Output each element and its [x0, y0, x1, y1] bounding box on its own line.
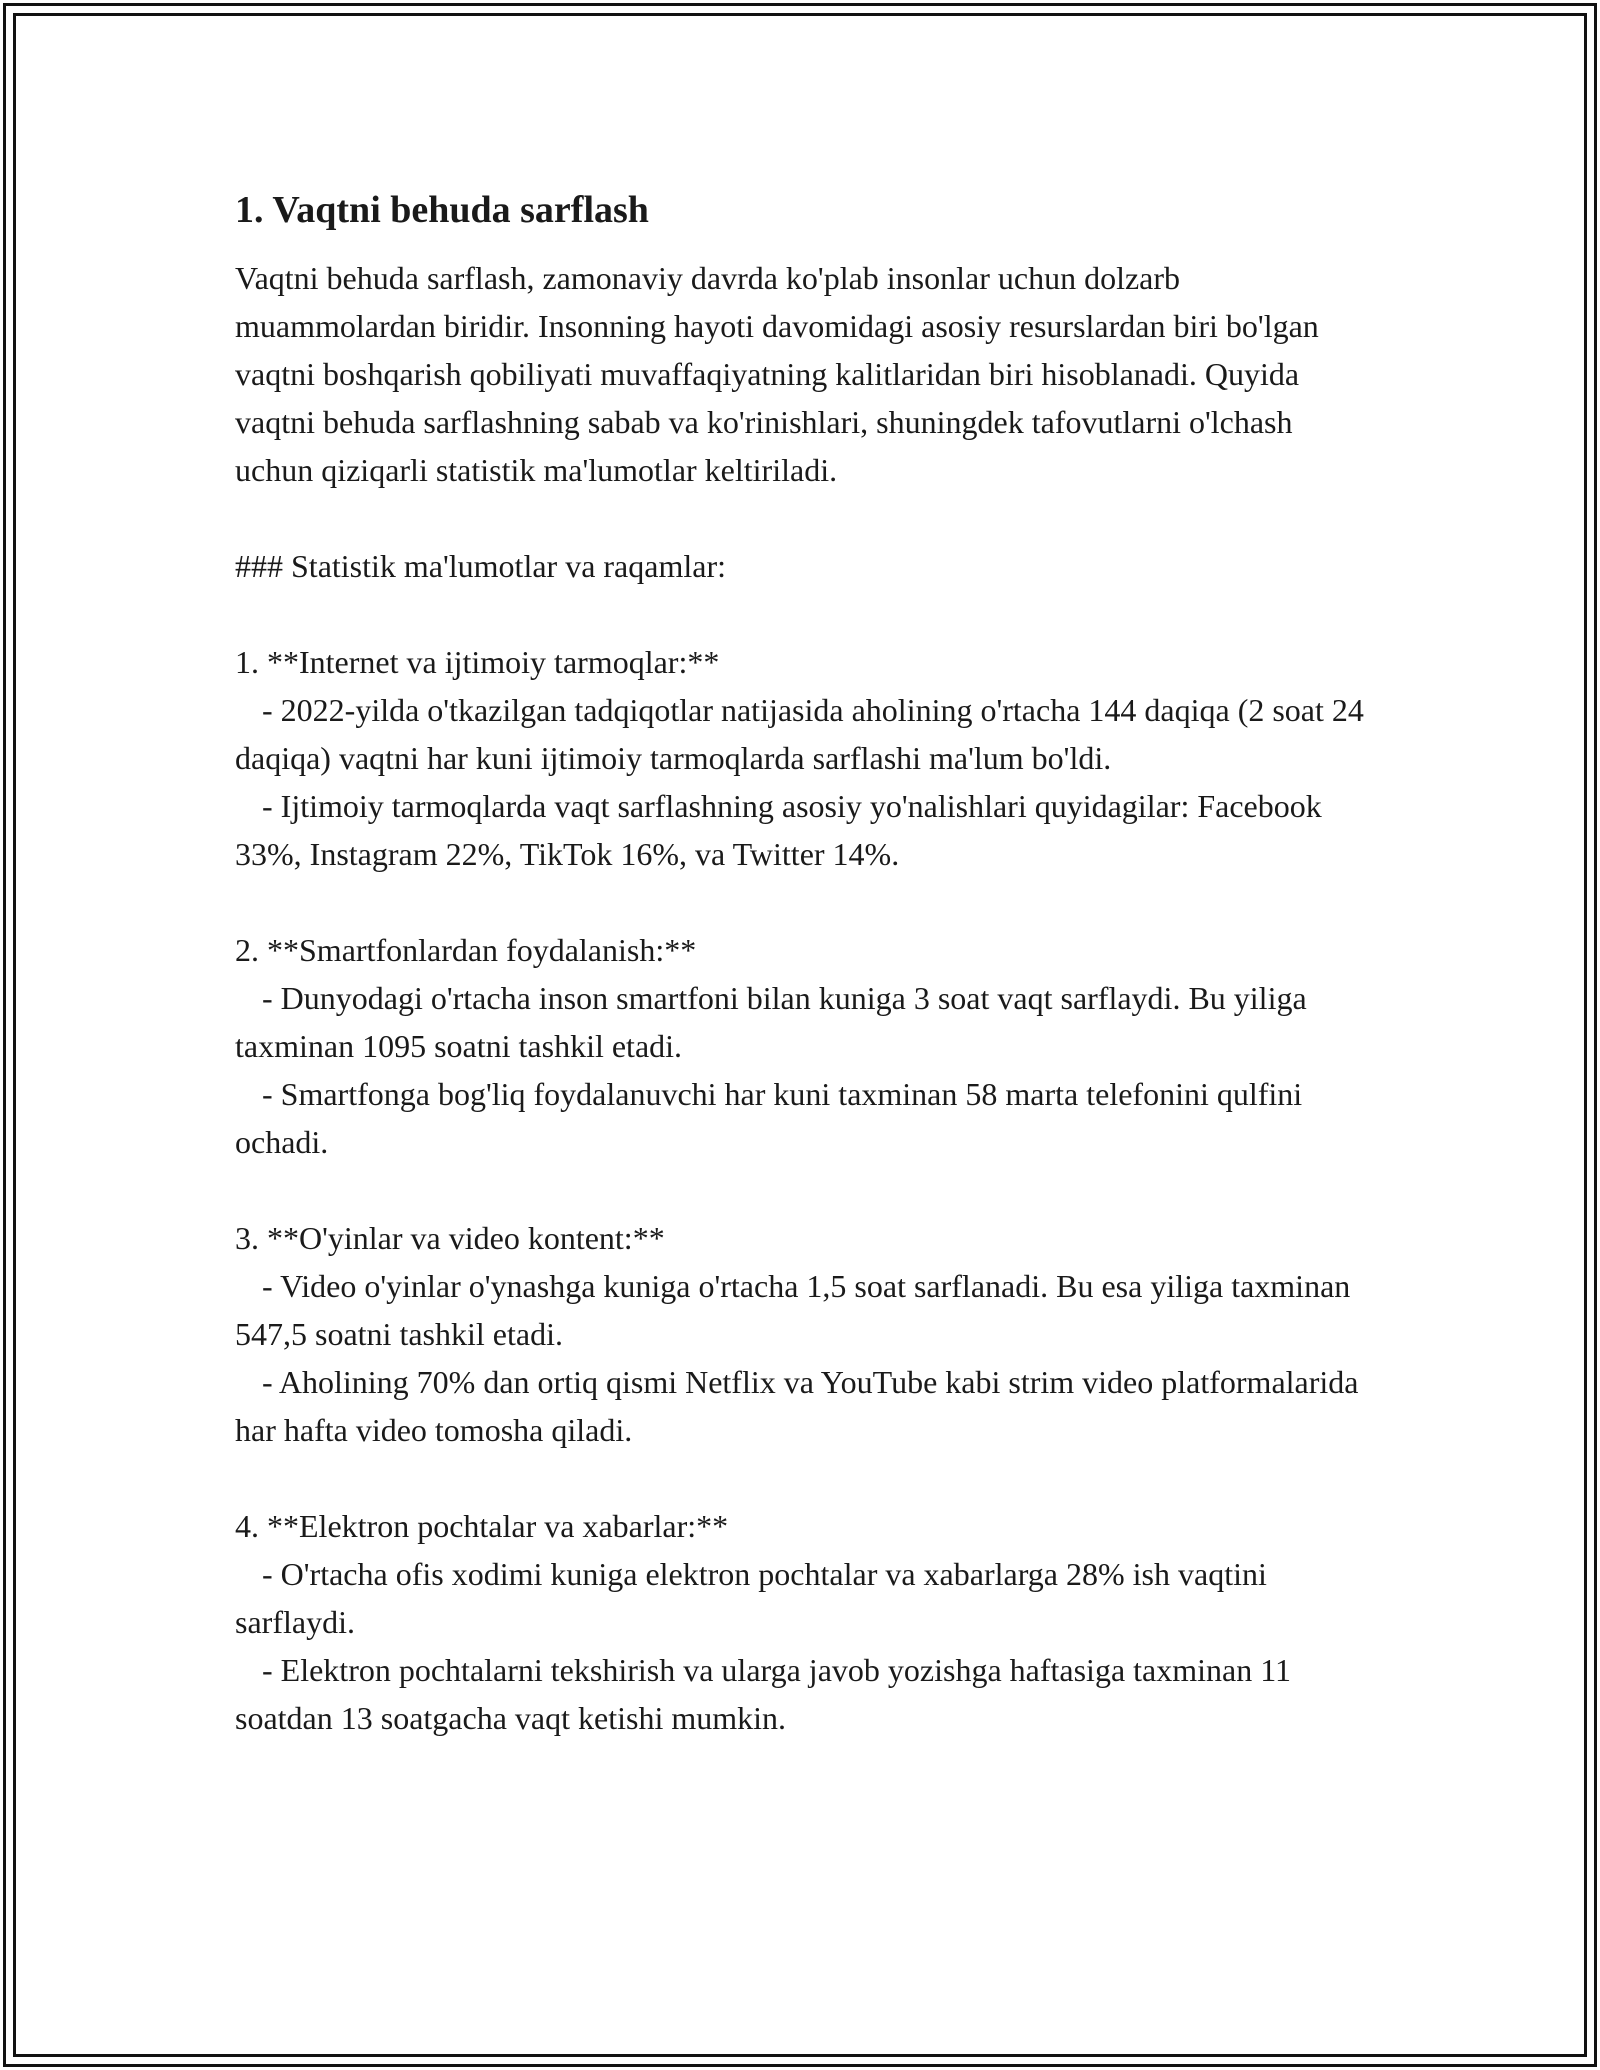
document-body — [235, 186, 1375, 1790]
section-heading: 1. Vaqtni behuda sarflash — [235, 189, 649, 231]
list-item-bullet: - Ijtimoiy tarmoqlarda vaqt sarflashning asosiy yo'nalishlari quyidagilar: Facebook 33%, Instagram 22%, TikTok 16%, va Twitter 14%. — [235, 788, 1322, 872]
list-item-title: 1. **Internet va ijtimoiy tarmoqlar:** — [235, 644, 720, 680]
list-item-bullet: - Video o'yinlar o'ynashga kuniga o'rtacha 1,5 soat sarflanadi. Bu esa yiliga taxminan 547,5 soatni tashkil etadi. — [235, 1268, 1351, 1352]
intro-paragraph: Vaqtni behuda sarflash, zamonaviy davrda ko'plab insonlar uchun dolzarb muammolardan biridir. Insonning hayoti davomidagi asosiy resurslardan biri bo'lgan vaqtni boshqarish qobiliyati muvaffaqiyatning kalitlaridan biri hisoblanadi. Quyida vaqtni behuda sarflashning sabab va ko'rinishlari, shuningdek tafovutlarni o'lchash uchun qiziqarli statistik ma'lumotlar keltiriladi. — [235, 260, 1327, 488]
list-item-title: 4. **Elektron pochtalar va xabarlar:** — [235, 1508, 729, 1544]
list-item-bullet: - O'rtacha ofis xodimi kuniga elektron pochtalar va xabarlarga 28% ish vaqtini sarflaydi. — [235, 1556, 1267, 1640]
list-item-bullet: - Smartfonga bog'liq foydalanuvchi har kuni taxminan 58 marta telefonini qulfini ochadi. — [235, 1076, 1303, 1160]
list-item-bullet: - Dunyodagi o'rtacha inson smartfoni bilan kuniga 3 soat vaqt sarflaydi. Bu yiliga taxminan 1095 soatni tashkil etadi. — [235, 980, 1307, 1064]
list-item-bullet: - Aholining 70% dan ortiq qismi Netflix va YouTube kabi strim video platformalarida har hafta video tomosha qiladi. — [235, 1364, 1359, 1448]
list-item — [235, 638, 1375, 878]
statistics-subheading: ### Statistik ma'lumotlar va raqamlar: — [235, 548, 726, 584]
list-item-title: 2. **Smartfonlardan foydalanish:** — [235, 932, 697, 968]
list-item-title: 3. **O'yinlar va video kontent:** — [235, 1220, 665, 1256]
list-item — [235, 1214, 1375, 1454]
list-item-bullet: - Elektron pochtalarni tekshirish va ularga javob yozishga haftasiga taxminan 11 soatdan 13 soatgacha vaqt ketishi mumkin. — [235, 1652, 1292, 1736]
list-item — [235, 926, 1375, 1166]
list-item-bullet: - 2022-yilda o'tkazilgan tadqiqotlar natijasida aholining o'rtacha 144 daqiqa (2 soat 24 daqiqa) vaqtni har kuni ijtimoiy tarmoqlarda sarflashi ma'lum bo'ldi. — [235, 692, 1364, 776]
list-item — [235, 1502, 1375, 1742]
